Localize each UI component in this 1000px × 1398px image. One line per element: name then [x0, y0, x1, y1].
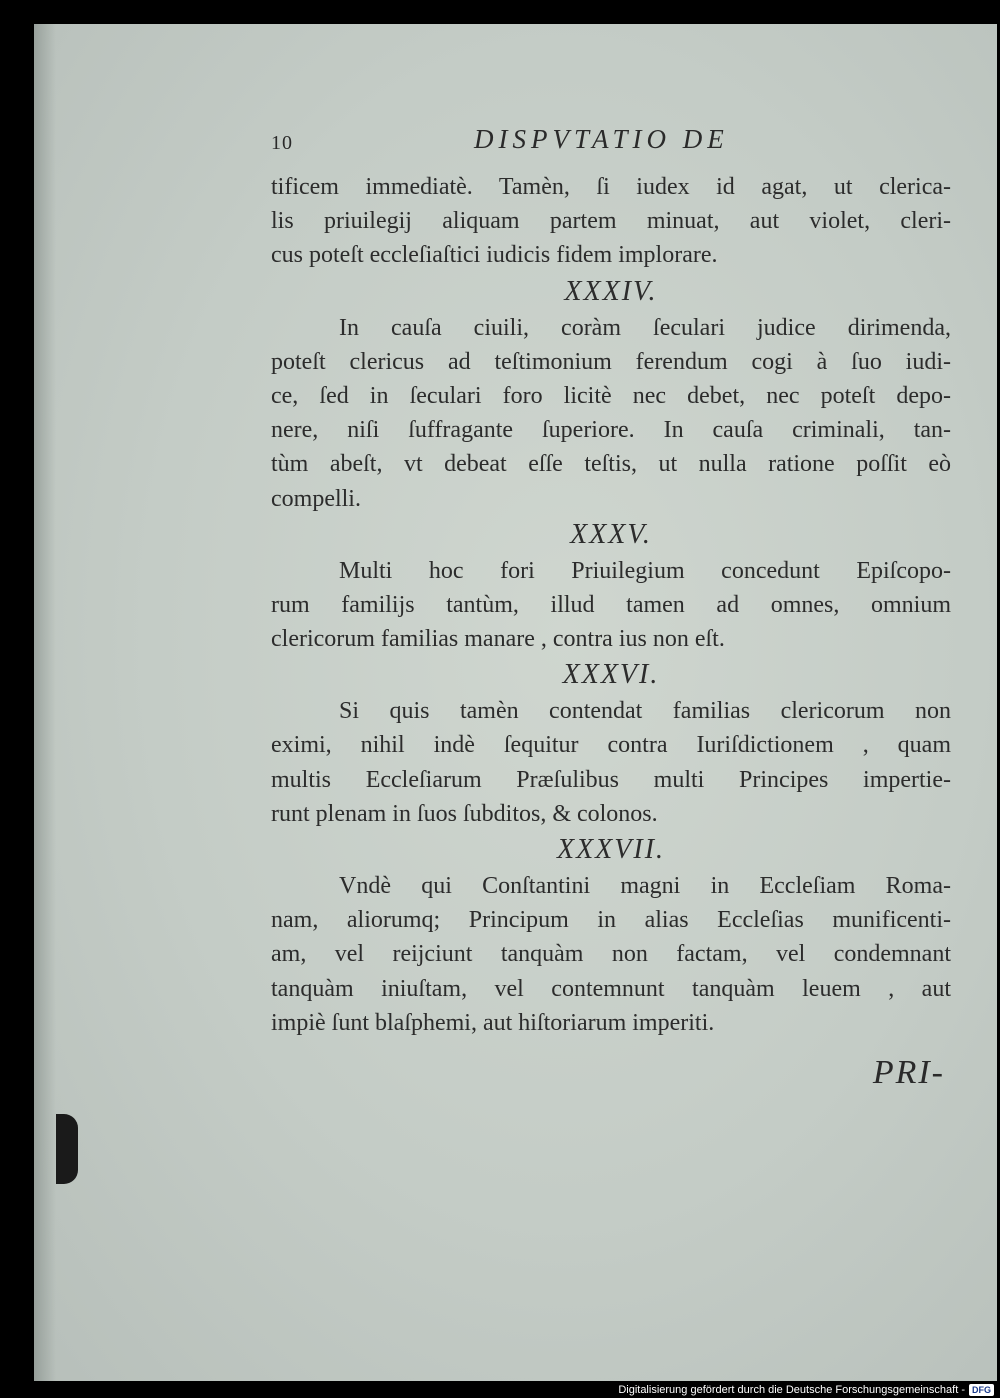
text-line: am, vel reijciunt tanquàm non factam, vel condemnant: [271, 941, 951, 968]
text-line: runt plenam in ſuos ſubditos, & colonos.: [271, 800, 658, 827]
main-text: [271, 170, 951, 1040]
dfg-logo-icon: DFG: [969, 1384, 994, 1396]
text-line: tificem immediatè. Tamèn, ſi iudex id agat, ut clerica-: [271, 174, 951, 200]
footer-credit-text: Digitalisierung gefördert durch die Deutsche Forschungsgemeinschaft -: [618, 1384, 965, 1396]
text-line: nam, aliorumq; Principum in alias Eccleſias munificenti-: [271, 907, 951, 934]
catchword: PRI-: [872, 1054, 945, 1091]
section-heading: XXXV.: [570, 518, 652, 550]
running-head: DISPVTATIO DE: [474, 124, 729, 154]
text-line: nere, niſi ſuffragante ſuperiore. In cauſa criminali, tan-: [271, 417, 951, 444]
text-line: compelli.: [271, 485, 361, 512]
text-line: tùm abeſt, vt debeat eſſe teſtis, ut nulla ratione poſſit eò: [271, 451, 951, 478]
text-line: ce, ſed in ſeculari foro licitè nec debet, nec poteſt depo-: [271, 382, 951, 409]
footer-credit: [618, 1384, 994, 1396]
section-heading: XXXVI.: [562, 659, 660, 691]
text-line: Vndè qui Conſtantini magni in Eccleſiam Roma-: [339, 873, 951, 899]
text-line: poteſt clericus ad teſtimonium ferendum cogi à ſuo iudi-: [271, 348, 951, 375]
text-line: cus poteſt eccleſiaſtici iudicis fidem implorare.: [271, 242, 718, 269]
text-line: Si quis tamèn contendat familias clericorum non: [339, 698, 951, 725]
text-line: eximi, nihil indè ſequitur contra Iuriſdictionem , quam: [271, 732, 951, 759]
book-page: [34, 24, 997, 1381]
text-line: clericorum familias manare , contra ius non eſt.: [271, 626, 725, 653]
text-line: multis Eccleſiarum Præſulibus multi Principes impertie-: [271, 766, 951, 793]
text-line: tanquàm iniuſtam, vel contemnunt tanquàm leuem , aut: [271, 975, 951, 1002]
footer-bar: [0, 1381, 1000, 1398]
text-line: rum familijs tantùm, illud tamen ad omnes, omnium: [271, 591, 951, 618]
section-heading: XXXVII.: [556, 834, 666, 865]
text-line: Multi hoc fori Priuilegium concedunt Epiſcopo-: [339, 557, 951, 584]
text-line: In cauſa ciuili, coràm ſeculari judice dirimenda,: [339, 314, 951, 341]
text-line: lis priuilegij aliquam partem minuat, aut violet, cleri-: [271, 208, 951, 235]
page-gutter-shadow: [34, 24, 56, 1381]
page-number: 10: [271, 132, 293, 154]
binding-ink-mark: [56, 1114, 78, 1184]
text-line: impiè ſunt blaſphemi, aut hiſtoriarum imperiti.: [271, 1009, 715, 1036]
section-heading: XXXIV.: [564, 275, 658, 307]
